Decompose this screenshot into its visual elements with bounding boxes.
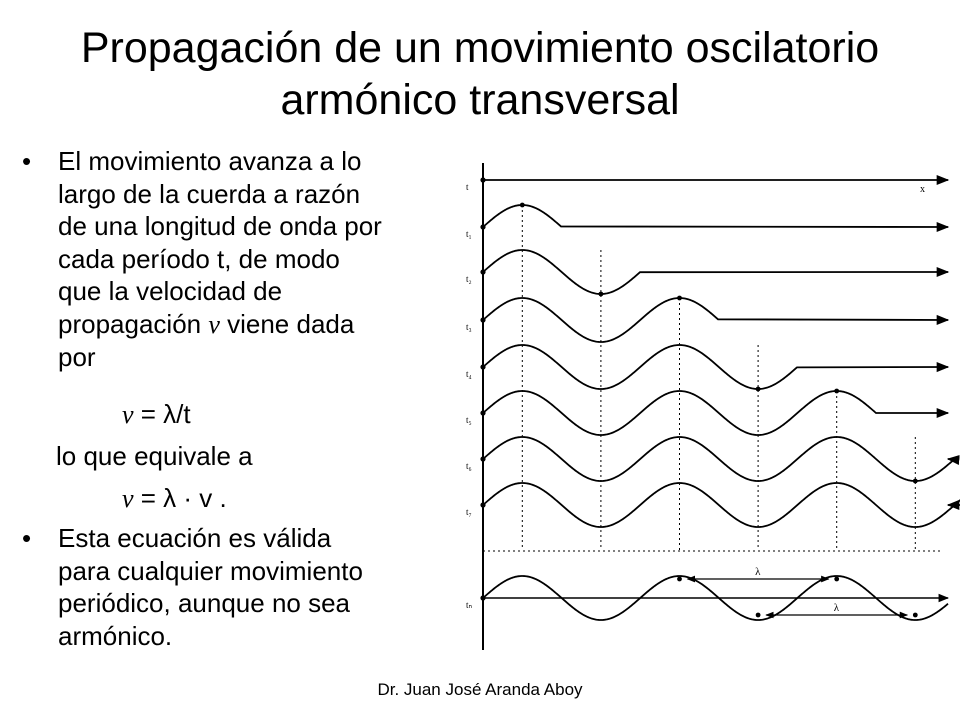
nu-symbol: ν <box>122 400 134 429</box>
row-start-dot <box>480 456 485 461</box>
time-label: t <box>466 182 469 192</box>
row-start-dot <box>480 269 485 274</box>
lambda-dot <box>677 577 682 582</box>
crest-dot <box>756 387 761 392</box>
time-label: t₇ <box>466 507 472 517</box>
time-label: t₆ <box>466 461 472 471</box>
time-label: t₅ <box>466 415 472 425</box>
lambda-dot <box>834 577 839 582</box>
wave-row-4 <box>483 345 948 389</box>
row-start-dot <box>480 410 485 415</box>
row-start-dot <box>480 502 485 507</box>
row-start-dot <box>480 364 485 369</box>
crest-dot <box>599 292 604 297</box>
bullet-text: Esta ecuación es válida para cualquier movimiento periódico, aunque no sea armónico. <box>58 523 363 651</box>
row-start-dot <box>480 317 485 322</box>
nu-symbol: ν <box>122 484 134 513</box>
row-start-dot <box>480 595 485 600</box>
row-start-dot <box>480 177 485 182</box>
row-start-dot <box>480 224 485 229</box>
formula-rhs: = λ · v . <box>133 483 227 513</box>
slide-title: Propagación de un movimiento oscilatorio armónico transversal <box>80 24 880 124</box>
wave-row-7 <box>483 483 960 527</box>
crest-dot <box>520 203 525 208</box>
time-label: t₄ <box>466 369 472 379</box>
formula-rhs: = λ/t <box>133 399 191 429</box>
diagram-lines <box>480 163 960 650</box>
axis-label-x: x <box>920 184 925 195</box>
time-label: tₙ <box>466 600 473 610</box>
wave-row-3 <box>483 298 948 342</box>
bullet-text-last: por <box>58 342 96 372</box>
time-label: t₃ <box>466 322 472 332</box>
bullet-marker: • <box>22 146 32 176</box>
equivalence-text: lo que equivale a <box>56 441 253 471</box>
bullet-text-after-symbol: viene dada <box>219 308 355 339</box>
time-label: t₂ <box>466 274 472 284</box>
crest-dot <box>834 389 839 394</box>
bullet-text-body: El movimiento avanza a lo largo de la cuerda a razón de una longitud de onda por cada período t, de modo que la velocidad de propagación <box>58 146 382 339</box>
lambda-dot <box>913 613 918 618</box>
nu-symbol: ν <box>208 309 220 339</box>
crest-dot <box>677 296 682 301</box>
bullet-marker: • <box>22 523 32 553</box>
author-footer: Dr. Juan José Aranda Aboy <box>377 680 583 699</box>
time-label: t₁ <box>466 229 472 239</box>
lambda-label: λ <box>755 566 761 578</box>
wave-row-1 <box>483 205 948 227</box>
lambda-dot <box>756 613 761 618</box>
wave-row-5 <box>483 391 948 435</box>
wave-row-2 <box>483 250 948 294</box>
lambda-label: λ <box>833 602 840 614</box>
wave-row-6 <box>483 437 954 481</box>
crest-dot <box>913 479 918 484</box>
